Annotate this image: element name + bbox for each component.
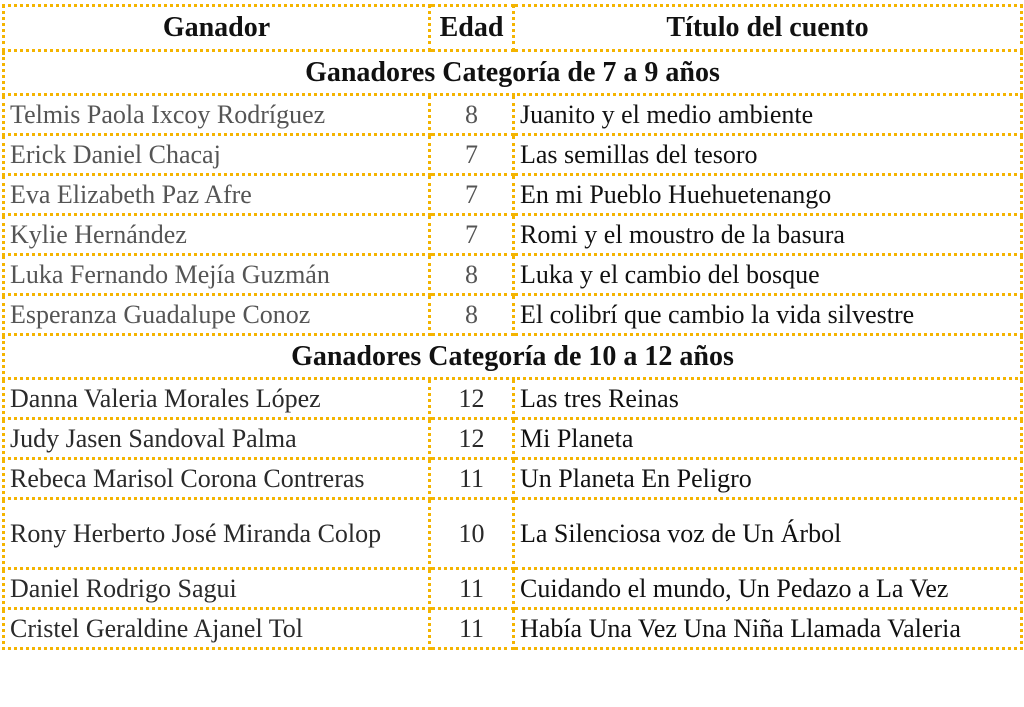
winner-name: Telmis Paola Ixcoy Rodríguez <box>4 95 430 135</box>
winner-name: Rebeca Marisol Corona Contreras <box>4 459 430 499</box>
winner-name: Daniel Rodrigo Sagui <box>4 569 430 609</box>
winner-name: Erick Daniel Chacaj <box>4 135 430 175</box>
winner-age: 8 <box>430 95 514 135</box>
winner-age: 8 <box>430 295 514 335</box>
story-title: La Silenciosa voz de Un Árbol <box>514 499 1022 569</box>
table-row <box>4 95 1022 135</box>
table-row <box>4 255 1022 295</box>
category-row <box>4 51 1022 95</box>
winner-name: Judy Jasen Sandoval Palma <box>4 419 430 459</box>
story-title: Cuidando el mundo, Un Pedazo a La Vez <box>514 569 1022 609</box>
winner-age: 11 <box>430 609 514 649</box>
winners-table <box>2 4 1023 650</box>
winner-name: Esperanza Guadalupe Conoz <box>4 295 430 335</box>
winner-age: 11 <box>430 569 514 609</box>
winner-age: 12 <box>430 379 514 419</box>
story-title: Las tres Reinas <box>514 379 1022 419</box>
table-row <box>4 175 1022 215</box>
winner-age: 8 <box>430 255 514 295</box>
header-winner: Ganador <box>4 6 430 51</box>
story-title: Luka y el cambio del bosque <box>514 255 1022 295</box>
story-title: Mi Planeta <box>514 419 1022 459</box>
winner-name: Cristel Geraldine Ajanel Tol <box>4 609 430 649</box>
story-title: Las semillas del tesoro <box>514 135 1022 175</box>
table-row <box>4 569 1022 609</box>
header-story-title: Título del cuento <box>514 6 1022 51</box>
winner-age: 7 <box>430 215 514 255</box>
winner-name: Rony Herberto José Miranda Colop <box>4 499 430 569</box>
table-row <box>4 295 1022 335</box>
winner-age: 11 <box>430 459 514 499</box>
winner-name: Eva Elizabeth Paz Afre <box>4 175 430 215</box>
story-title: El colibrí que cambio la vida silvestre <box>514 295 1022 335</box>
winner-age: 12 <box>430 419 514 459</box>
winner-name: Kylie Hernández <box>4 215 430 255</box>
winner-age: 7 <box>430 135 514 175</box>
table-row <box>4 135 1022 175</box>
winner-age: 7 <box>430 175 514 215</box>
table-row <box>4 379 1022 419</box>
table-row <box>4 499 1022 569</box>
category-label: Ganadores Categoría de 10 a 12 años <box>4 335 1022 379</box>
category-row <box>4 335 1022 379</box>
story-title: En mi Pueblo Huehuetenango <box>514 175 1022 215</box>
winner-name: Danna Valeria Morales López <box>4 379 430 419</box>
winners-table-container <box>2 4 1020 650</box>
story-title: Juanito y el medio ambiente <box>514 95 1022 135</box>
table-row <box>4 215 1022 255</box>
table-row <box>4 609 1022 649</box>
table-header-row <box>4 6 1022 51</box>
table-row <box>4 419 1022 459</box>
category-label: Ganadores Categoría de 7 a 9 años <box>4 51 1022 95</box>
story-title: Había Una Vez Una Niña Llamada Valeria <box>514 609 1022 649</box>
table-row <box>4 459 1022 499</box>
winner-name: Luka Fernando Mejía Guzmán <box>4 255 430 295</box>
winner-age: 10 <box>430 499 514 569</box>
story-title: Un Planeta En Peligro <box>514 459 1022 499</box>
header-age: Edad <box>430 6 514 51</box>
story-title: Romi y el moustro de la basura <box>514 215 1022 255</box>
